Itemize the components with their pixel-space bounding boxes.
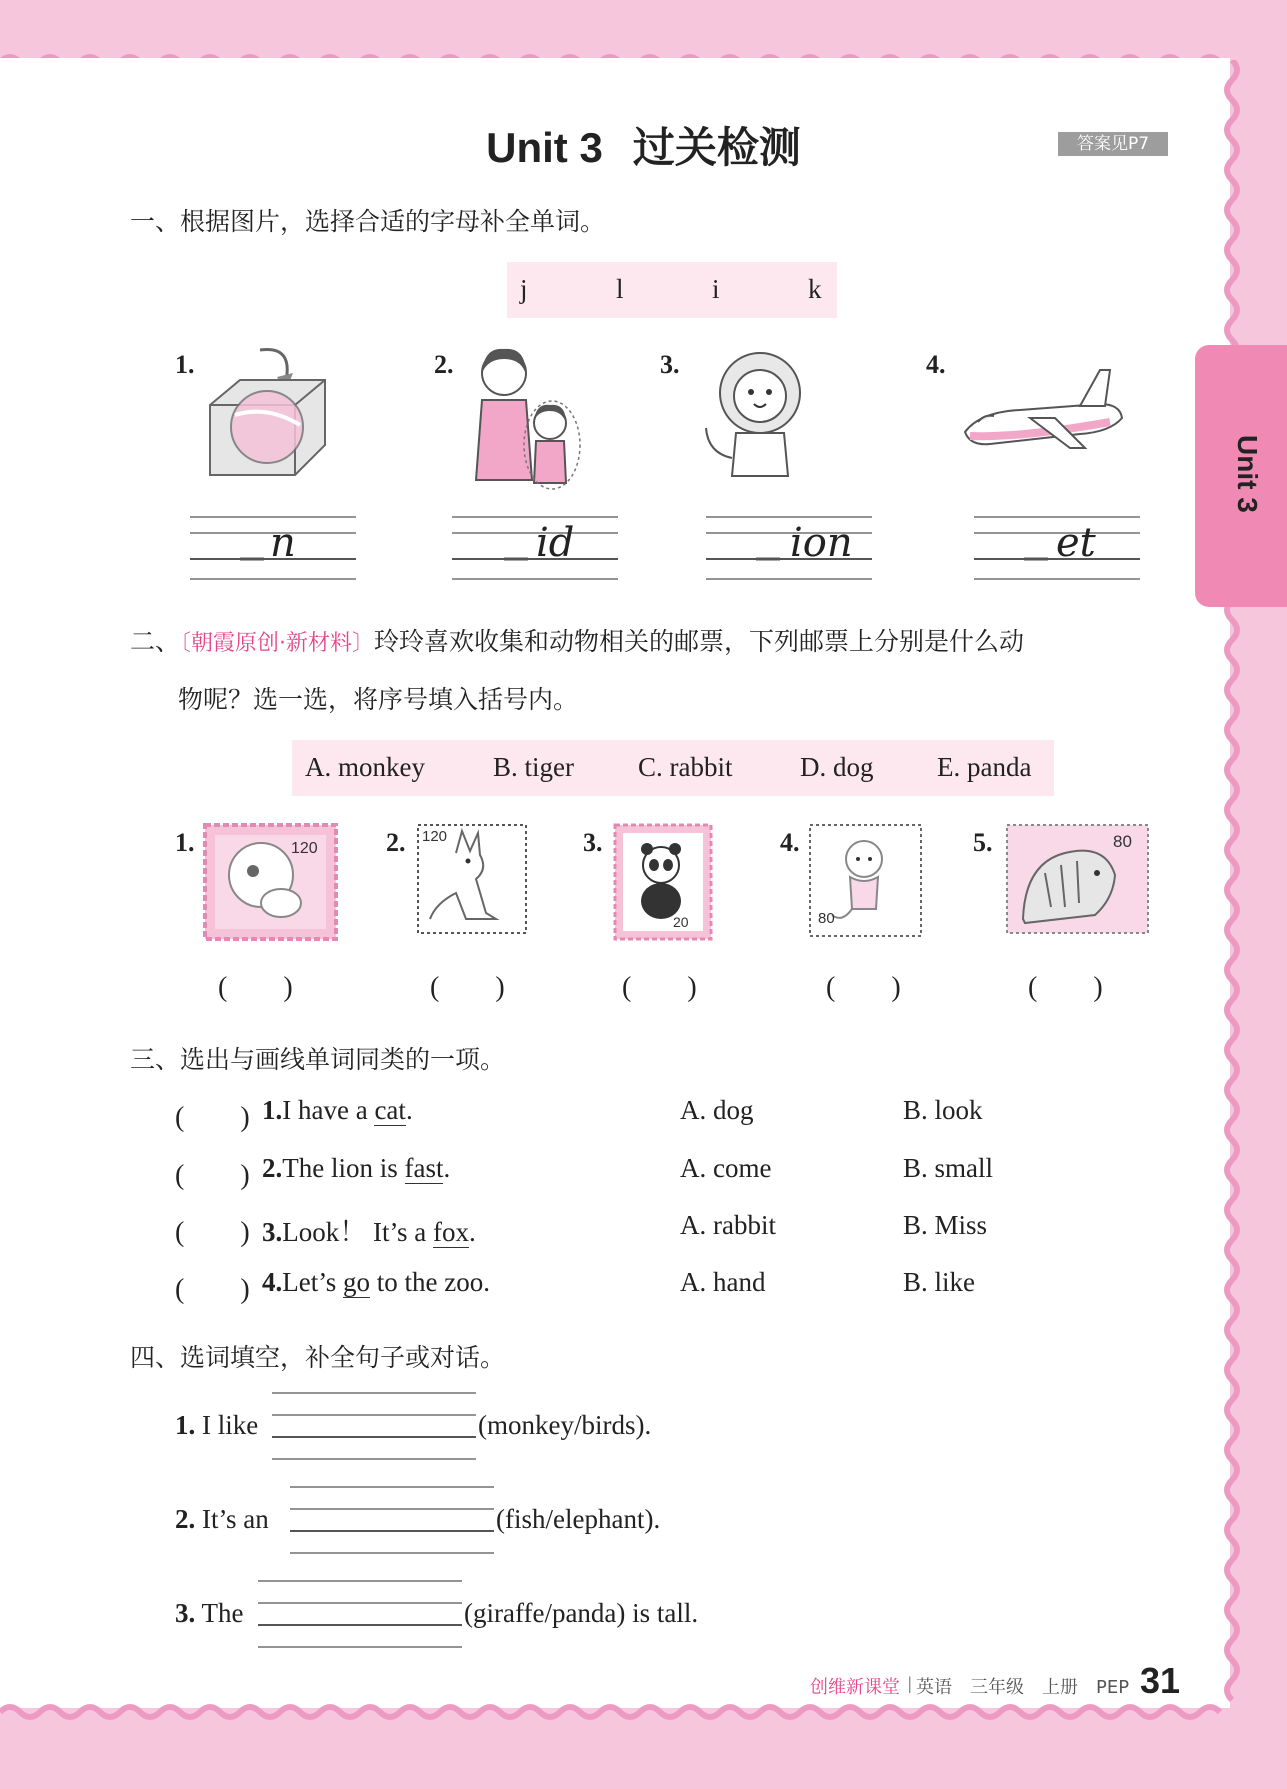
item-number: 2. — [434, 350, 454, 379]
question-2: 2.The lion is fast. — [262, 1153, 451, 1183]
stamp-number: 3. — [583, 828, 603, 857]
question-1: 1.I have a cat. — [262, 1095, 413, 1125]
answer-paren[interactable]: ( ) — [175, 1274, 250, 1305]
writing-lines — [188, 515, 1188, 585]
underlined-word: fast — [404, 1153, 444, 1183]
stamp-number: 2. — [386, 828, 406, 857]
fill-question-2-end: (fish/elephant). — [496, 1504, 661, 1534]
item-number: 1. — [175, 350, 195, 379]
answer-paren[interactable]: ( ) — [826, 972, 901, 1003]
answer-paren[interactable]: ( ) — [175, 1160, 250, 1191]
letter-option: j — [520, 274, 528, 304]
fill-question-3-start: 3. The — [175, 1598, 244, 1628]
option-b: B. Miss — [903, 1210, 988, 1240]
animal-option: B. tiger — [493, 752, 574, 782]
section3-heading: 三、选出与画线单词同类的一项。 — [130, 1045, 506, 1074]
option-a: A. hand — [680, 1267, 766, 1297]
dog-stamp-icon — [416, 823, 528, 935]
letter-option: k — [808, 274, 822, 304]
stamp-number: 5. — [973, 828, 993, 857]
section2-heading2: 物呢？选一选，将序号填入括号内。 — [178, 685, 579, 714]
item-number: 4. — [926, 350, 946, 379]
word-suffix: id — [536, 520, 575, 566]
fill-question-2-start: 2. It’s an — [175, 1504, 269, 1534]
option-b: B. like — [903, 1267, 975, 1297]
side-unit-tab — [1195, 345, 1287, 607]
stamp-value: 120 — [291, 840, 318, 857]
animal-option: A. monkey — [305, 752, 425, 782]
underlined-word: fox — [432, 1217, 469, 1247]
question-4: 4.Let’s go to the zoo. — [262, 1267, 490, 1297]
fill-question-3-end: (giraffe/panda) is tall. — [464, 1598, 699, 1628]
animal-option: E. panda — [937, 752, 1032, 782]
title-text: 过关检测 — [632, 123, 801, 172]
section2-heading-text: 玲玲喜欢收集和动物相关的邮票，下列邮票上分别是什么动 — [374, 627, 1025, 656]
mother-child-icon — [462, 345, 582, 490]
lion-icon — [698, 348, 813, 483]
underlined-word: cat — [374, 1095, 406, 1125]
stamp-number: 4. — [780, 828, 800, 857]
option-b: B. look — [903, 1095, 983, 1125]
stamp-value: 80 — [1113, 832, 1132, 851]
page: Unit 3 过关检测 答案见P7 Unit 3 一、根据图片，选择合适的字母补全单词。 j l i k 1. 2. 3. 4. n id ion et 二、〔朝霞原创·新材料〕玲玲喜欢收集和动物相关的邮票，下列邮票上分别是什么动 物呢？选一选，将序号填入括号内。 A. monkey B. tiger C. rabbit D. dog E. panda 1. 2. 3. 4. 5. 120 120 20 80 80 ( ) ( ) ( ) ( ) ( ) 三、选出与画线单词同类的一项。 ( ) 1.I have a cat. A. dog B. look ( ) 2.The lion is fast. A. come B. small ( ) 3.Look！ It’s a fox. A. rabbit B. Miss ( ) 4.Let’s go to the zoo. A. hand B. like 四、选词填空，补全句子或对话。 1. I like (monkey/birds). 2. It’s an (fish/elephant). 3. The (giraffe/panda) is tall. 创维新课堂 | 英语 三年级 上册 PEP 31 — [0, 0, 1287, 1789]
page-number: 31 — [1140, 1660, 1181, 1701]
item-number: 3. — [660, 350, 680, 379]
answer-paren[interactable]: ( ) — [1028, 972, 1103, 1003]
section1-heading: 一、根据图片，选择合适的字母补全单词。 — [130, 207, 606, 236]
answer-ref-badge: 答案见P7 — [1058, 132, 1168, 156]
section2-prefix: 二、 — [130, 627, 181, 656]
fill-question-1-end: (monkey/birds). — [478, 1410, 652, 1440]
answer-paren[interactable]: ( ) — [175, 1102, 250, 1133]
answer-paren[interactable]: ( ) — [430, 972, 505, 1003]
stamp-value: 120 — [422, 828, 448, 845]
answer-paren[interactable]: ( ) — [218, 972, 293, 1003]
word-suffix: et — [1056, 520, 1096, 566]
option-a: A. come — [680, 1153, 772, 1183]
stamp-value: 80 — [818, 910, 835, 927]
answer-paren[interactable]: ( ) — [175, 1217, 250, 1248]
tiger-stamp-icon — [1005, 823, 1150, 935]
section4-heading: 四、选词填空，补全句子或对话。 — [130, 1343, 506, 1372]
question-3: 3.Look！ It’s a fox. — [262, 1217, 476, 1247]
stamp-value: 20 — [673, 914, 689, 930]
animal-option: C. rabbit — [638, 752, 733, 782]
unit-label: Unit 3 — [486, 124, 603, 171]
panda-stamp-icon — [613, 823, 713, 941]
side-tab-label: Unit 3 — [1232, 435, 1263, 513]
word-suffix: ion — [790, 520, 853, 566]
rabbit-stamp-icon — [203, 823, 338, 941]
section2-tag: 〔朝霞原创·新材料〕 — [180, 631, 375, 656]
section2-heading — [130, 622, 1024, 658]
word-suffix: n — [270, 520, 296, 566]
letter-option: l — [616, 274, 624, 304]
option-a: A. dog — [680, 1095, 754, 1125]
underlined-word: go — [343, 1267, 370, 1297]
option-b: B. small — [903, 1153, 994, 1183]
monkey-stamp-icon — [808, 823, 923, 938]
stamp-number: 1. — [175, 828, 195, 857]
bottom-wave-border — [0, 1698, 1287, 1738]
box-ball-icon — [205, 345, 330, 485]
answer-paren[interactable]: ( ) — [622, 972, 697, 1003]
fill-question-1-start: 1. I like — [175, 1410, 259, 1440]
footer-brand: 创维新课堂 — [810, 1677, 900, 1698]
letter-option: i — [712, 274, 720, 304]
jet-icon — [960, 360, 1125, 460]
animal-option: D. dog — [800, 752, 874, 782]
footer-info: 英语 三年级 上册 PEP — [916, 1677, 1130, 1698]
option-a: A. rabbit — [680, 1210, 776, 1240]
letter-box — [507, 262, 837, 318]
